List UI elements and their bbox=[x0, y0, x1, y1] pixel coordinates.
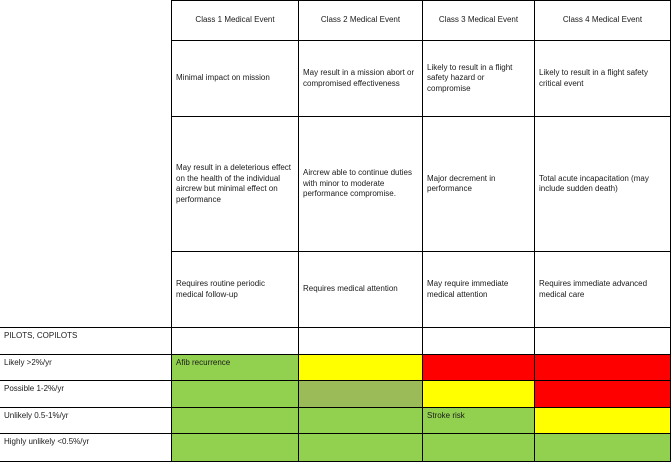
risk-cell bbox=[534, 354, 671, 380]
section-blank-cell bbox=[171, 327, 298, 354]
risk-cell bbox=[298, 433, 422, 462]
column-header-class-1: Class 1 Medical Event bbox=[171, 0, 298, 40]
performance-impact-class-2: Aircrew able to continue duties with minor to moderate performance compromise. bbox=[298, 116, 422, 251]
section-blank-cell bbox=[422, 327, 534, 354]
risk-cell bbox=[298, 407, 422, 433]
mission-impact-class-1: Minimal impact on mission bbox=[171, 40, 298, 116]
risk-cell bbox=[171, 433, 298, 462]
risk-cell bbox=[298, 354, 422, 380]
section-blank-cell bbox=[298, 327, 422, 354]
risk-cell bbox=[422, 433, 534, 462]
performance-impact-class-4: Total acute incapacitation (may include sudden death) bbox=[534, 116, 671, 251]
medical-care-class-3: May require immediate medical attention bbox=[422, 251, 534, 327]
risk-cell bbox=[171, 407, 298, 433]
risk-cell bbox=[298, 380, 422, 407]
likelihood-label-possible: Possible 1-2%/yr bbox=[0, 380, 171, 407]
performance-impact-class-1: May result in a deleterious effect on the health of the individual aircrew but minimal effect on performance bbox=[171, 116, 298, 251]
risk-cell: Stroke risk bbox=[422, 407, 534, 433]
likelihood-label-unlikely: Unlikely 0.5-1%/yr bbox=[0, 407, 171, 433]
risk-cell bbox=[534, 433, 671, 462]
mission-impact-class-2: May result in a mission abort or compromised effectiveness bbox=[298, 40, 422, 116]
likelihood-label-likely: Likely >2%/yr bbox=[0, 354, 171, 380]
risk-cell bbox=[422, 380, 534, 407]
medical-care-class-1: Requires routine periodic medical follow-up bbox=[171, 251, 298, 327]
medical-care-class-2: Requires medical attention bbox=[298, 251, 422, 327]
column-header-class-2: Class 2 Medical Event bbox=[298, 0, 422, 40]
section-blank-cell bbox=[534, 327, 671, 354]
risk-cell bbox=[171, 380, 298, 407]
mission-impact-class-4: Likely to result in a flight safety critical event bbox=[534, 40, 671, 116]
column-header-class-4: Class 4 Medical Event bbox=[534, 0, 671, 40]
section-label-pilots: PILOTS, COPILOTS bbox=[0, 327, 171, 354]
performance-impact-class-3: Major decrement in performance bbox=[422, 116, 534, 251]
risk-cell: Afib recurrence bbox=[171, 354, 298, 380]
mission-impact-class-3: Likely to result in a flight safety hazard or compromise bbox=[422, 40, 534, 116]
column-header-class-3: Class 3 Medical Event bbox=[422, 0, 534, 40]
risk-cell bbox=[534, 380, 671, 407]
medical-care-class-4: Requires immediate advanced medical care bbox=[534, 251, 671, 327]
risk-cell bbox=[534, 407, 671, 433]
likelihood-label-highly-unlikely: Highly unlikely <0.5%/yr bbox=[0, 433, 171, 462]
risk-cell bbox=[422, 354, 534, 380]
